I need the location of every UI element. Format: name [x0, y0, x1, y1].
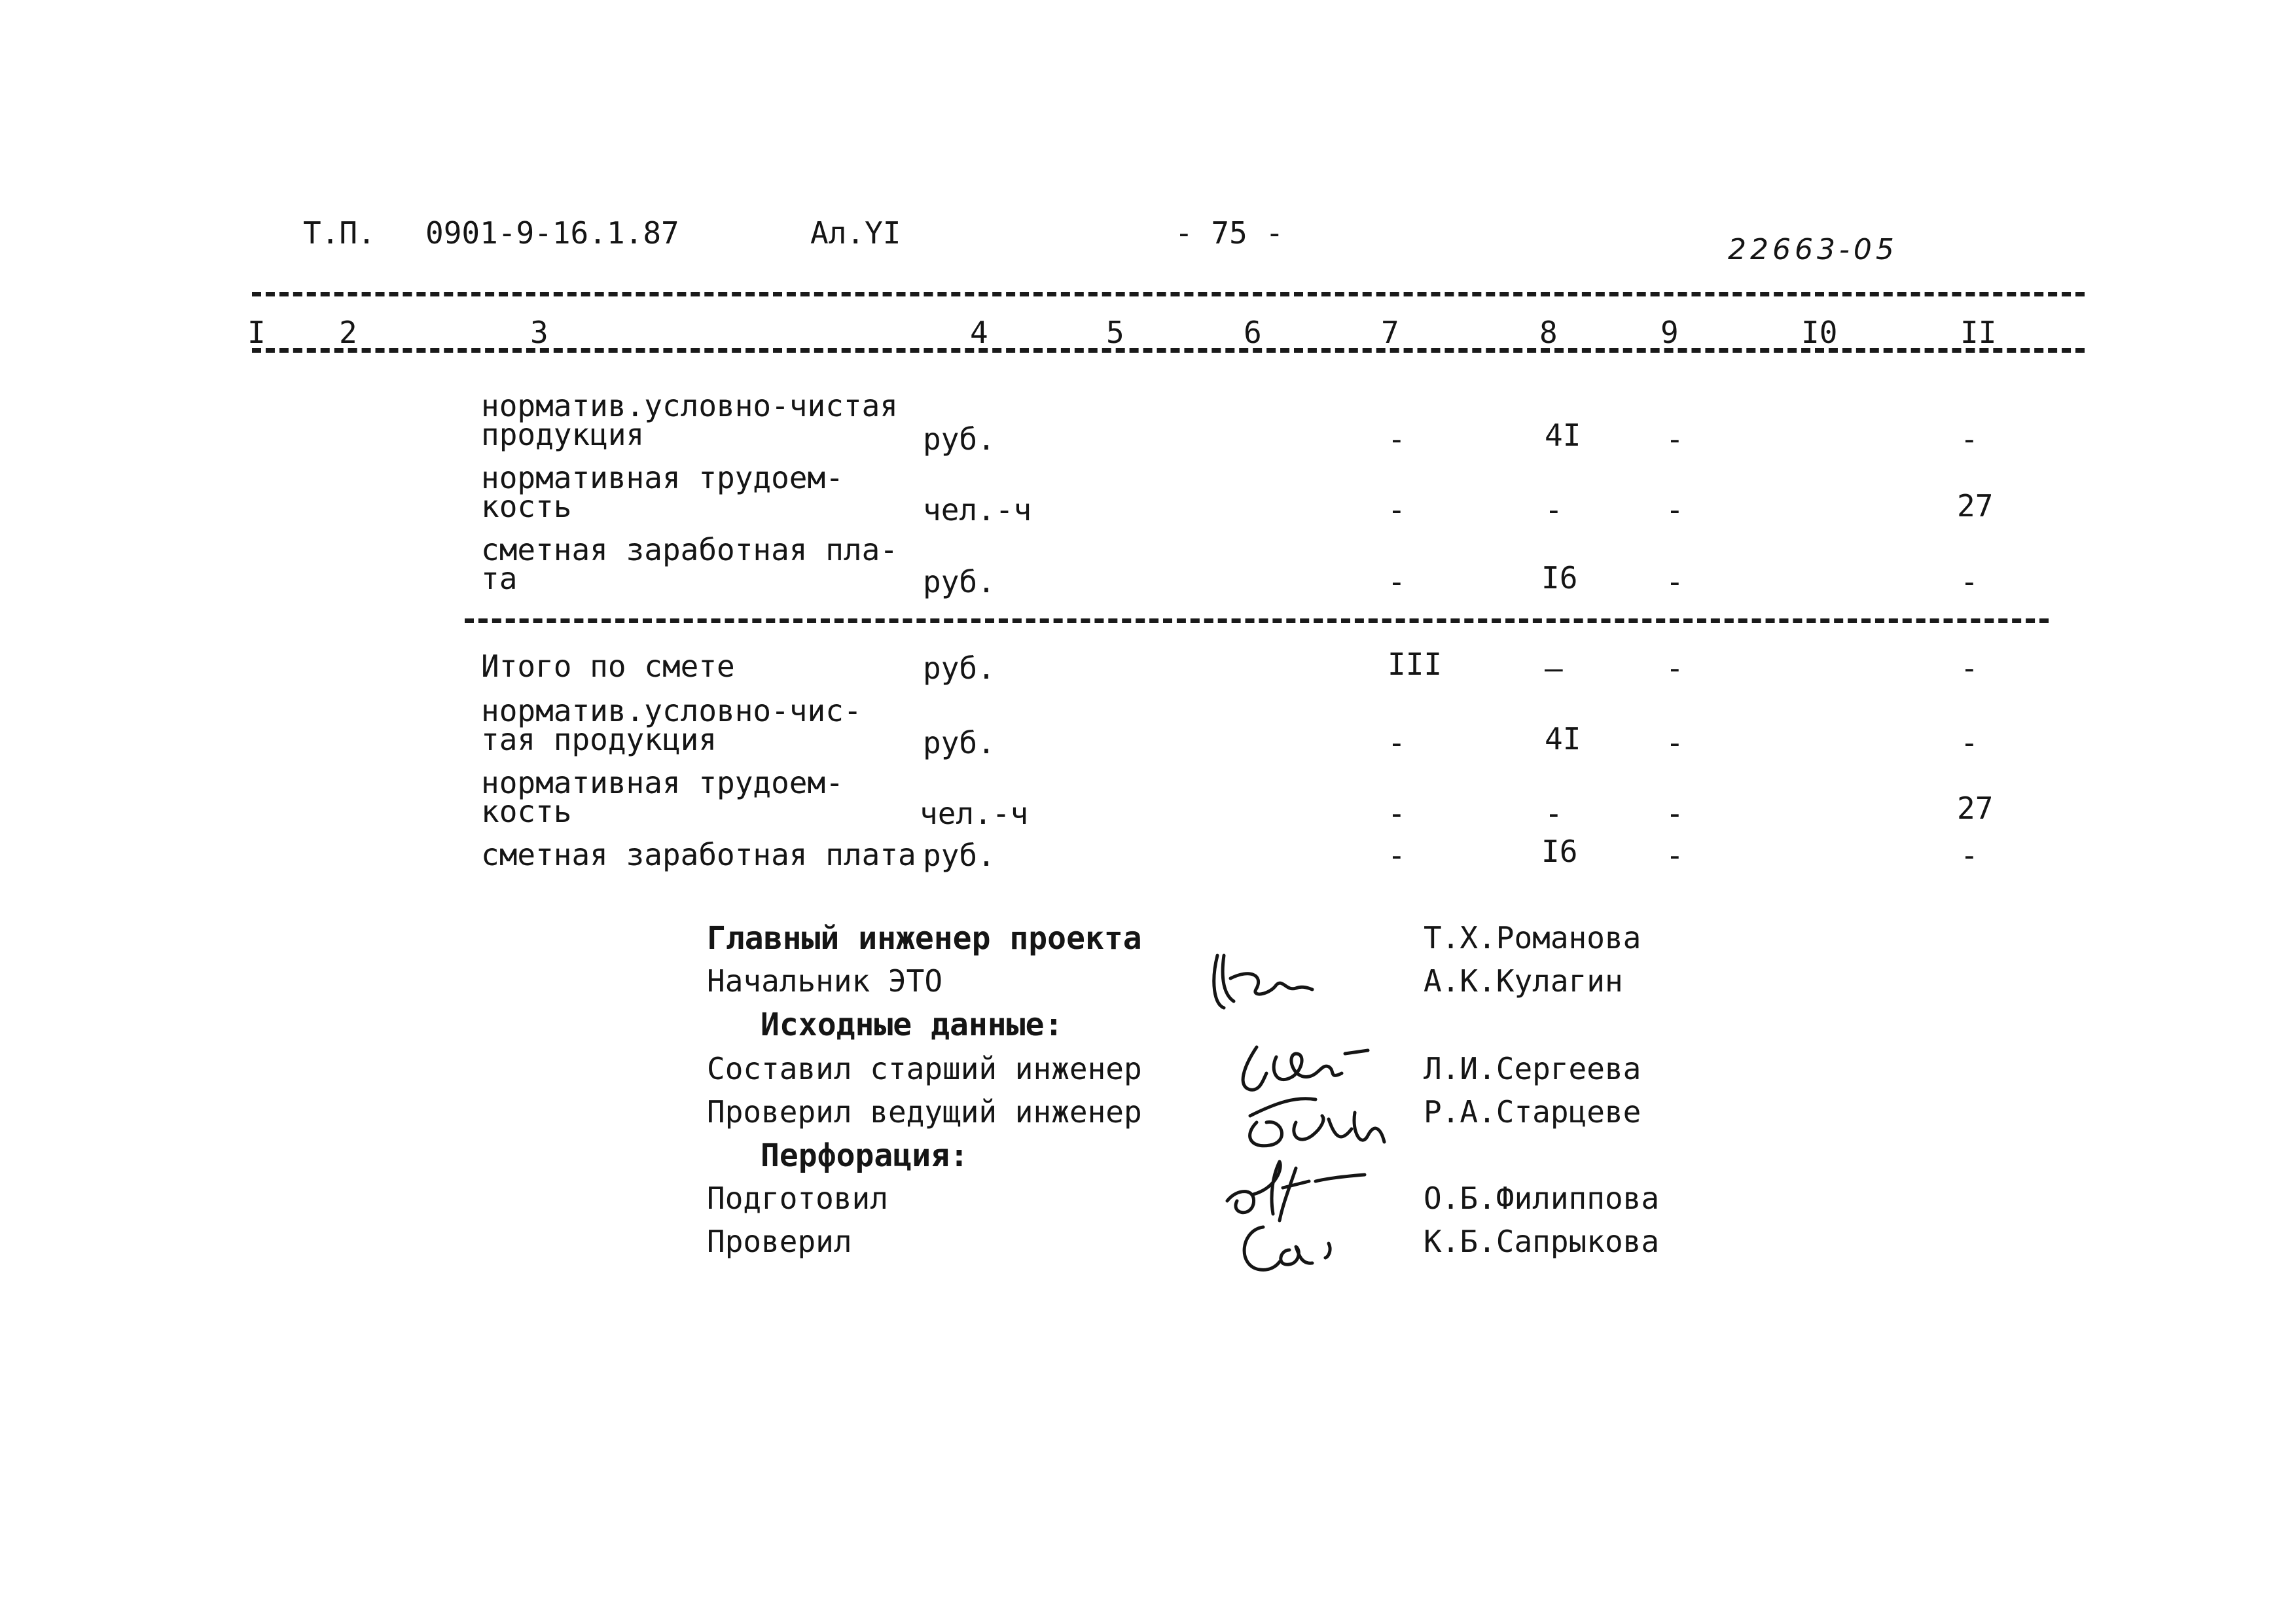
- col9-cell: -: [1666, 492, 1684, 527]
- col9-cell: -: [1666, 725, 1684, 760]
- document-number: 22663-05: [1728, 233, 1898, 266]
- col8-cell: I6: [1541, 834, 1578, 869]
- column-number-11: II: [1960, 315, 1997, 350]
- top-dashed-rule: [252, 292, 2085, 296]
- col9-cell: -: [1666, 796, 1684, 831]
- col9-cell: -: [1666, 838, 1684, 873]
- handwritten-signature-head: [1204, 942, 1316, 1021]
- verified-by-name: К.Б.Сапрыкова: [1424, 1224, 1660, 1259]
- album-number: Ал.YI: [810, 215, 901, 251]
- unit-cell: руб.: [923, 651, 996, 686]
- column-number-5: 5: [1106, 315, 1124, 350]
- col9-cell: -: [1666, 564, 1684, 599]
- col9-cell: -: [1666, 421, 1684, 457]
- column-number-4: 4: [970, 315, 988, 350]
- checked-by-name: Р.А.Старцеве: [1424, 1094, 1641, 1130]
- prepared-by-title: Подготовил: [707, 1181, 888, 1216]
- col7-cell: -: [1388, 725, 1406, 760]
- row-label: норматив.условно-чис- тая продукция: [481, 693, 862, 757]
- source-data-heading: Исходные данные:: [761, 1007, 1064, 1043]
- row-label: сметная заработная плата: [481, 837, 916, 872]
- col8-cell: —: [1545, 651, 1563, 686]
- col7-cell: -: [1388, 421, 1406, 457]
- column-number-9: 9: [1660, 315, 1679, 350]
- column-number-6: 6: [1244, 315, 1262, 350]
- perforation-heading: Перфорация:: [761, 1137, 969, 1174]
- column-number-10: I0: [1801, 315, 1838, 350]
- unit-cell: руб.: [923, 838, 996, 873]
- column-number-3: 3: [530, 315, 548, 350]
- department-head-name: А.К.Кулагин: [1424, 963, 1623, 999]
- col7-cell: -: [1388, 838, 1406, 873]
- col8-cell: -: [1545, 492, 1563, 527]
- row-label: норматив.условно-чистая продукция: [481, 388, 898, 452]
- column-number-7: 7: [1381, 315, 1399, 350]
- col8-cell: -: [1545, 796, 1563, 831]
- unit-cell: руб.: [923, 564, 996, 599]
- handwritten-signature-verified: [1237, 1217, 1342, 1276]
- col9-cell: -: [1666, 651, 1684, 686]
- prepared-by-name: О.Б.Филиппова: [1424, 1181, 1660, 1216]
- col8-cell: 4I: [1545, 721, 1581, 757]
- col11-cell: -: [1960, 838, 1979, 873]
- row-label: сметная заработная пла- та: [481, 532, 898, 596]
- project-code: 0901-9-16.1.87: [425, 215, 679, 251]
- unit-cell: чел.-ч: [920, 796, 1029, 831]
- col11-cell: 27: [1957, 488, 1994, 524]
- section-dashed-rule: [465, 618, 2049, 623]
- col7-cell: -: [1388, 564, 1406, 599]
- checked-by-title: Проверил ведущий инженер: [707, 1094, 1142, 1130]
- unit-cell: руб.: [923, 725, 996, 760]
- col11-cell: -: [1960, 725, 1979, 760]
- column-number-8: 8: [1539, 315, 1558, 350]
- column-number-1: I: [247, 315, 266, 350]
- handwritten-signature-prepared: [1217, 1155, 1368, 1227]
- col8-cell: I6: [1541, 560, 1578, 596]
- row-label: Итого по смете: [481, 649, 735, 684]
- department-head-title: Начальник ЭТО: [707, 963, 943, 999]
- col11-cell: 27: [1957, 791, 1994, 826]
- col11-cell: -: [1960, 651, 1979, 686]
- row-label: нормативная трудоем- кость: [481, 765, 844, 829]
- col7-cell: III: [1388, 647, 1443, 682]
- unit-cell: чел.-ч: [923, 492, 1032, 527]
- column-number-2: 2: [339, 315, 357, 350]
- chief-engineer-name: Т.Х.Романова: [1424, 920, 1641, 955]
- verified-by-title: Проверил: [707, 1224, 852, 1259]
- doc-type: Т.П.: [303, 215, 376, 251]
- compiled-by-name: Л.И.Сергеева: [1424, 1051, 1641, 1086]
- handwritten-signature-checked: [1237, 1083, 1407, 1162]
- col7-cell: -: [1388, 492, 1406, 527]
- unit-cell: руб.: [923, 421, 996, 457]
- col8-cell: 4I: [1545, 418, 1581, 453]
- col11-cell: -: [1960, 564, 1979, 599]
- compiled-by-title: Составил старший инженер: [707, 1051, 1142, 1086]
- col11-cell: -: [1960, 421, 1979, 457]
- page-number: - 75 -: [1175, 215, 1284, 251]
- col7-cell: -: [1388, 796, 1406, 831]
- row-label: нормативная трудоем- кость: [481, 460, 844, 524]
- chief-engineer-title: Главный инженер проекта: [707, 920, 1142, 957]
